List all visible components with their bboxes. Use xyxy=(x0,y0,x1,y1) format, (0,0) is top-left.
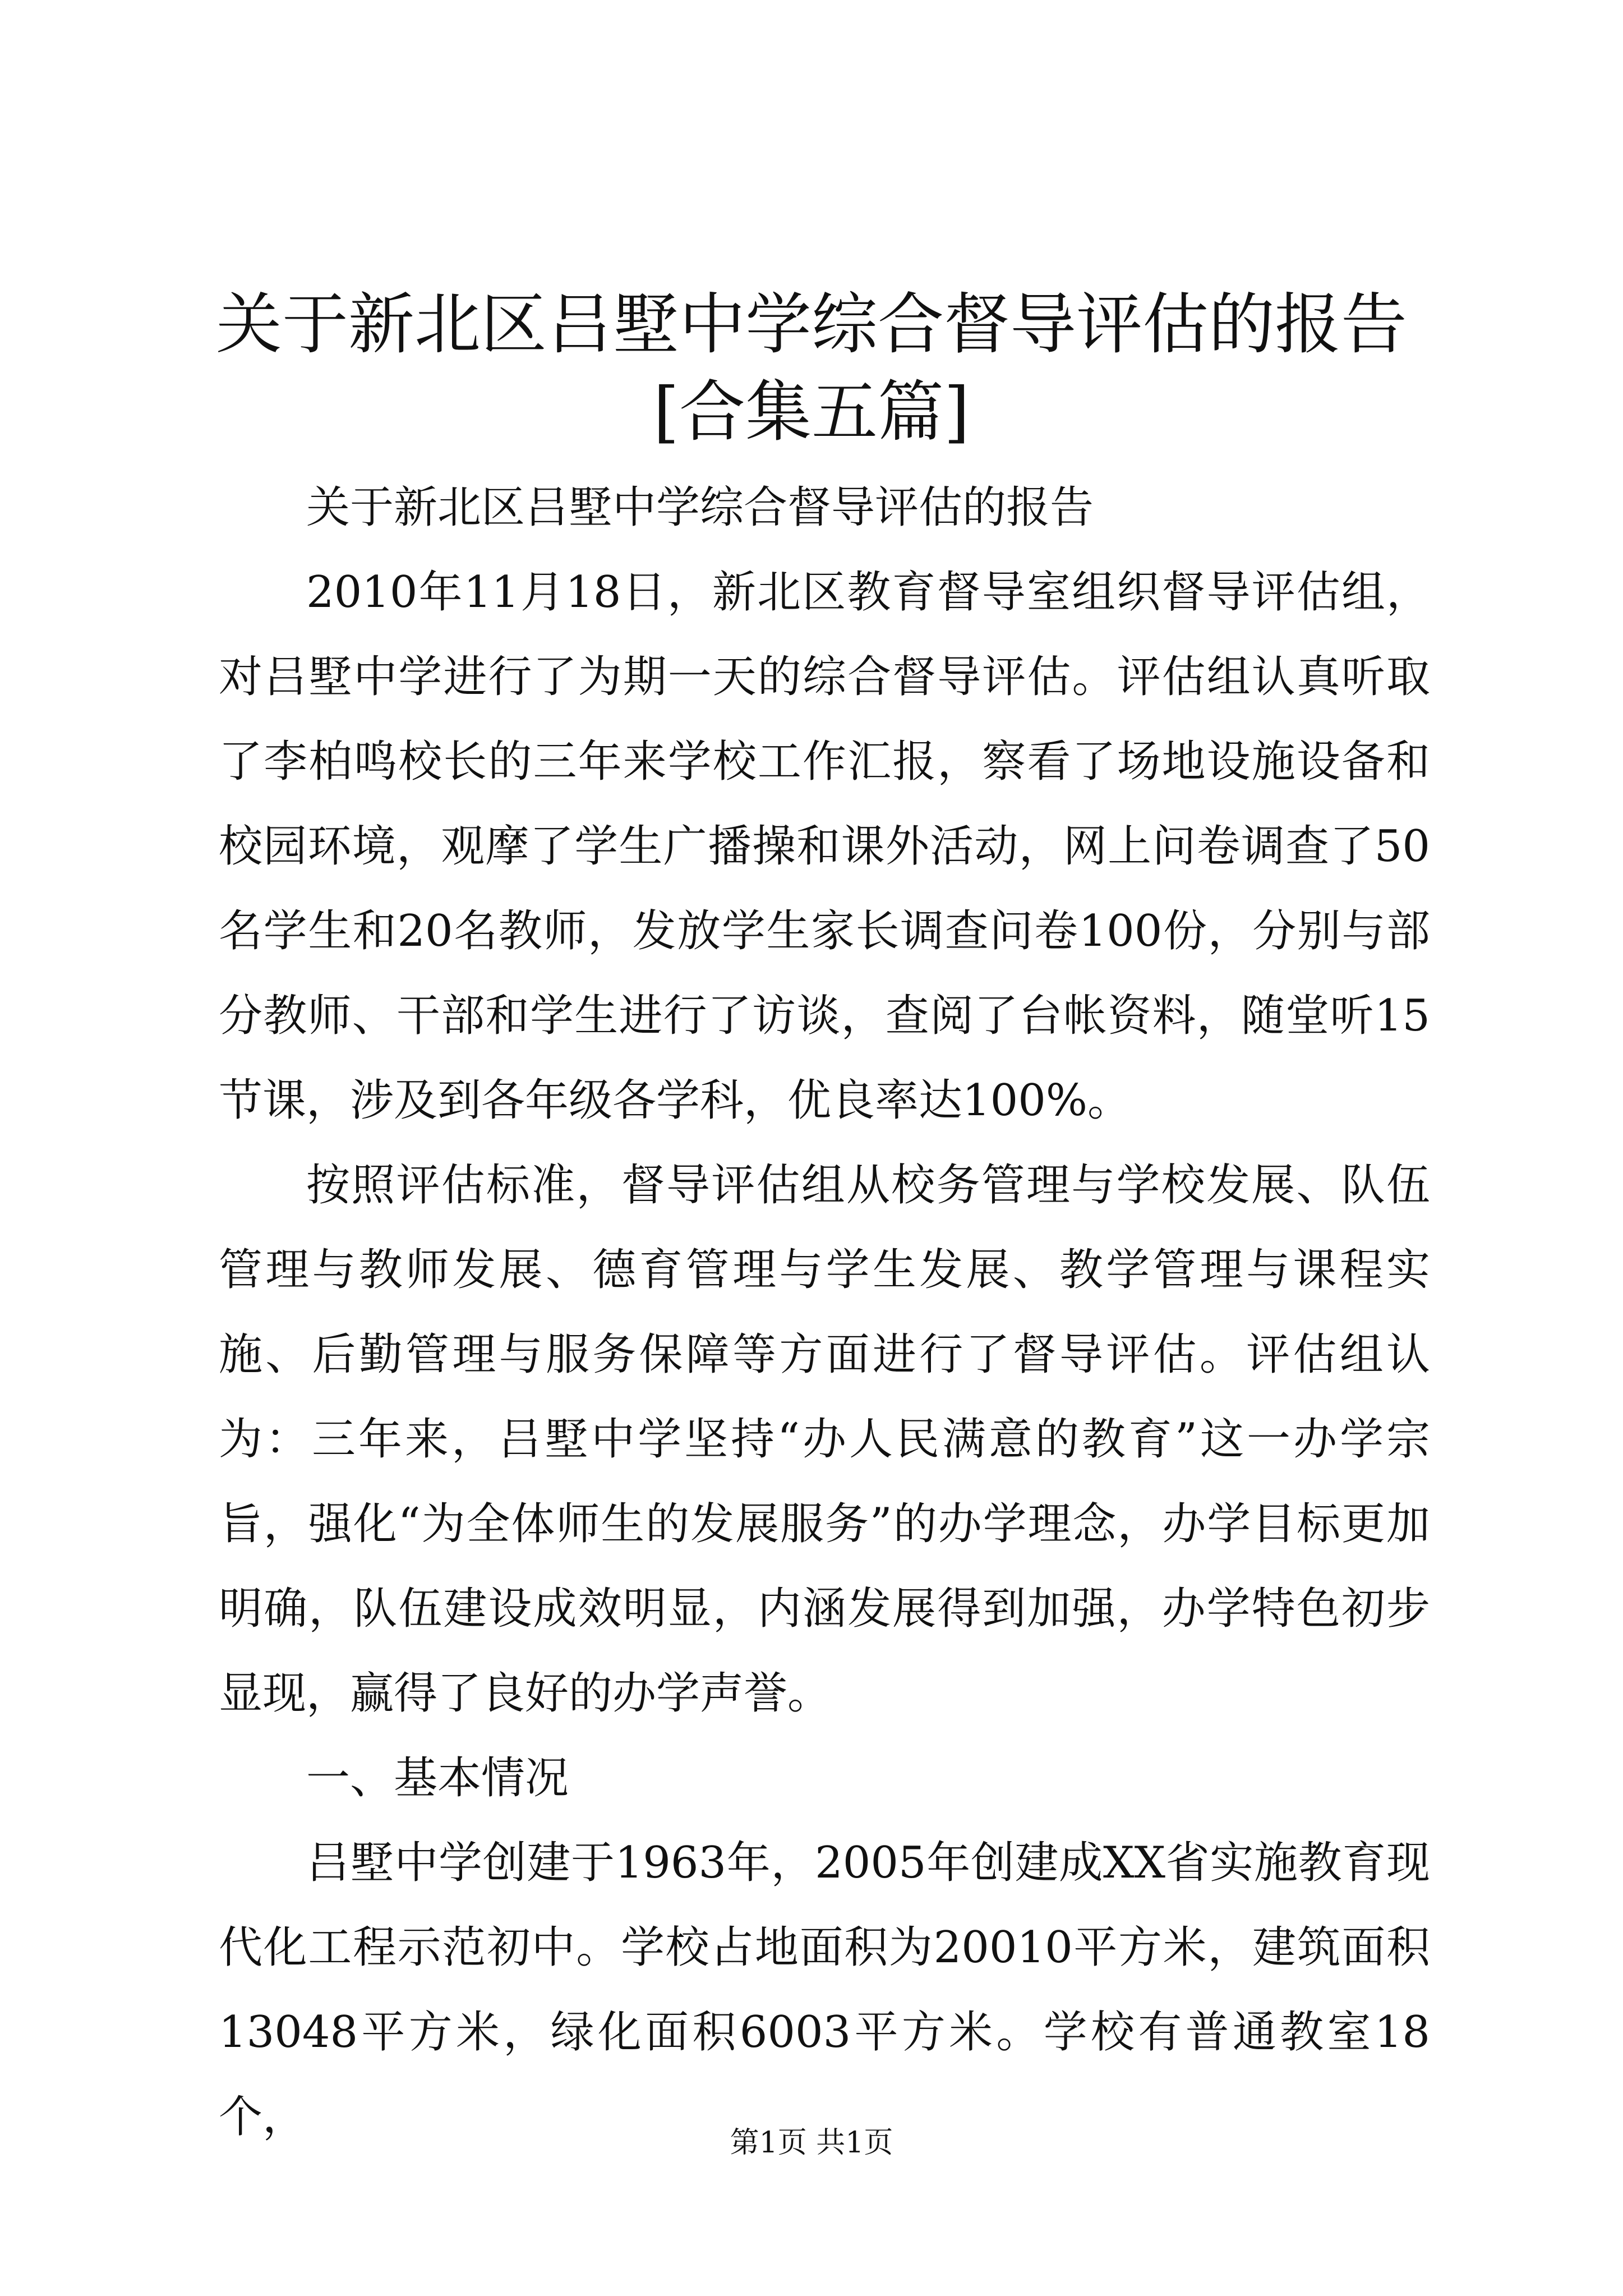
subtitle-paragraph: 关于新北区吕墅中学综合督导评估的报告 xyxy=(306,482,1094,533)
document-title: 关于新北区吕墅中学综合督导评估的报告[合集五篇] xyxy=(215,286,1407,450)
body-paragraph: 吕墅中学创建于1963年，2005年创建成XX省实施教育现代化工程示范初中。学校占地面积为20010平方米，建筑面积13048平方米，绿化面积6003平方米。学校有普通教室18个， xyxy=(219,1838,1430,2142)
page-footer: 第1页 共1页 xyxy=(730,2126,893,2160)
body-paragraph: 按照评估标准，督导评估组从校务管理与学校发展、队伍管理与教师发展、德育管理与学生发展、教学管理与课程实施、后勤管理与服务保障等方面进行了督导评估。评估组认为：三年来，吕墅中学坚持“办人民满意的教育”这一办学宗旨，强化“为全体师生的发展服务”的办学理念，办学目标更加明确，队伍建设成效明显，内涵发展得到加强，办学特色初步显现，赢得了良好的办学声誉。 xyxy=(219,1160,1430,1719)
body-paragraph: 2010年11月18日，新北区教育督导室组织督导评估组，对吕墅中学进行了为期一天的综合督导评估。评估组认真听取了李柏鸣校长的三年来学校工作汇报，察看了场地设施设备和校园环境，观摩了学生广播操和课外活动，网上问卷调查了50名学生和20名教师，发放学生家长调查问卷100份，分别与部分教师、干部和学生进行了访谈，查阅了台帐资料，随堂听15节课，涉及到各年级各学科，优良率达100%。 xyxy=(219,567,1430,1126)
document-body xyxy=(219,466,1430,2160)
section-heading: 一、基本情况 xyxy=(306,1753,569,1803)
